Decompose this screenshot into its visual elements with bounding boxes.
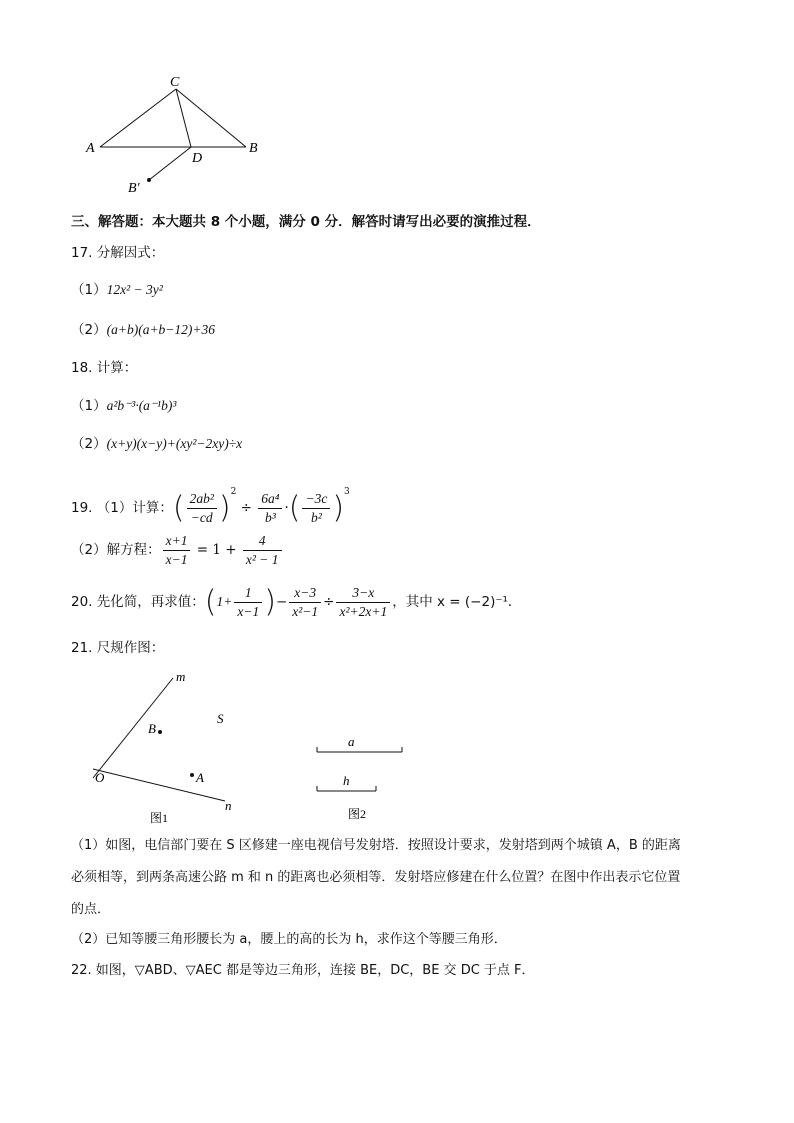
q20-minus: −	[275, 594, 288, 610]
q19-frac2-den: b³	[264, 510, 276, 525]
label-b-point: B	[148, 721, 156, 736]
q19-frac3-num: −3c	[302, 490, 330, 509]
label-n: n	[225, 798, 232, 813]
q20-a-num: 1	[234, 584, 262, 603]
q21-p1-line1: （1）如图，电信部门要在 S 区修建一座电视信号发射塔．按照设计要求，发射塔到两个城镇 A，B 的距离	[71, 838, 681, 853]
q19-eq-right-den: x² − 1	[245, 552, 279, 567]
q19-part1: 19. （1）计算：( $\frac{\text{2ab²}}{-cd}$ )$^2$ ÷ $\frac{\text{6a⁴}}{\text{b³}}$ ·( $\frac{-3c}{\text{b²}}$ )$^3$	[71, 487, 350, 526]
point-a	[190, 773, 194, 777]
label-m: m	[176, 669, 186, 684]
section-heading: 三、解答题：本大题共 8 个小题，满分 0 分．解答时请写出必要的演推过程．	[71, 214, 541, 230]
q19-part2	[71, 528, 284, 572]
q19-eq-right-num: 4	[243, 532, 282, 551]
line-n	[93, 769, 225, 801]
point-b	[158, 730, 162, 734]
segment-ac	[100, 89, 176, 147]
label-o: O	[95, 770, 105, 785]
q20-c-num: 3−x	[336, 584, 390, 603]
q18-p1-label: （1）	[71, 398, 107, 414]
label-b: B	[249, 141, 258, 156]
q19-frac1-num: 2ab²	[187, 490, 217, 509]
q19-frac2-num: 6a⁴	[258, 490, 282, 509]
label-d: D	[192, 151, 203, 166]
q21-figure-2	[310, 730, 410, 830]
q20-line: 20. 先化简，再求值：(1+ $\frac{1}{x-1}$ )− $\frac{x-3}{\text{x²−1}}$ ÷ $\frac{3-x}{\text{x²+2x+1}}$ ，其中 x = (−2)⁻¹．	[71, 584, 522, 620]
q18-p2-expr: (x+y)(x−y)+(xy²−2xy)÷x	[106, 436, 243, 451]
q17-p2-label: （2）	[71, 322, 107, 338]
q21-stem: 21. 尺规作图：	[71, 640, 165, 656]
q19-exp1: 2	[230, 487, 237, 497]
q19-op1: ÷	[240, 500, 252, 516]
q21-figure-1	[85, 665, 255, 830]
q21-p1-line3: 的点．	[71, 902, 111, 917]
q19-eq-mid: = 1 +	[196, 542, 237, 558]
point-b-prime	[147, 178, 151, 182]
label-h-length: h	[343, 773, 350, 788]
q19-exp3: 3	[344, 487, 350, 497]
q20-c-den: x²+2x+1	[339, 604, 388, 619]
q18-p2-label: （2）	[71, 436, 107, 452]
triangle-figure	[80, 70, 280, 195]
q21-p2: （2）已知等腰三角形腰长为 a，腰上的高的长为 h，求作这个等腰三角形．	[71, 932, 507, 947]
q18-p1-expr: a²b⁻³·(a⁻¹b)³	[106, 398, 177, 413]
segment-cb	[176, 89, 246, 147]
q19-frac1-den: −cd	[190, 510, 213, 525]
q20-b-num: x−3	[289, 584, 321, 603]
q20-stem: 20. 先化简，再求值：	[71, 594, 205, 610]
q18-stem: 18. 计算：	[71, 360, 138, 376]
q20-div: ÷	[323, 594, 335, 610]
q17-part1	[71, 280, 163, 300]
q17-p1-expr: 12x² − 3y²	[106, 282, 163, 297]
q19-eq-left-den: x−1	[165, 552, 188, 567]
q18-part2	[71, 434, 242, 454]
q20-b-den: x²−1	[292, 604, 319, 619]
q20-tail: ，其中 x = (−2)⁻¹．	[392, 594, 522, 610]
label-a: A	[86, 141, 95, 156]
q21-p1-line2: 必须相等，到两条高速公路 m 和 n 的距离也必须相等．发射塔应修建在什么位置？在图中作出表示它位置	[71, 870, 681, 885]
q19-op2: ·	[284, 500, 289, 516]
q19-eq-left-num: x+1	[163, 532, 191, 551]
q22-stem: 22. 如图，▽ABD、▽AEC 都是等边三角形，连接 BE，DC，BE 交 DC 于点 F．	[71, 963, 535, 978]
label-a-point: A	[196, 770, 204, 785]
label-a-length: a	[348, 734, 355, 749]
line-m	[93, 678, 173, 778]
fig2-caption: 图2	[348, 807, 367, 821]
q18-part1	[71, 396, 176, 416]
label-c: C	[170, 75, 180, 90]
q17-stem: 17. 分解因式：	[71, 245, 165, 261]
q17-p1-label: （1）	[71, 282, 107, 298]
segment-cd	[176, 89, 191, 147]
fig1-caption: 图1	[150, 811, 169, 825]
q20-a-den: x−1	[237, 604, 260, 619]
label-s-region: S	[217, 711, 224, 726]
q17-p2-expr: (a+b)(a+b−12)+36	[106, 322, 216, 337]
label-b-prime: B′	[128, 181, 140, 195]
q19-p2-label: （2）解方程：	[71, 542, 161, 558]
segment-db-prime	[149, 147, 191, 180]
q17-part2	[71, 320, 215, 340]
q19-stem: 19. （1）计算：	[71, 500, 173, 516]
q19-frac3-den: b²	[310, 510, 322, 525]
q20-a-pre: 1+	[216, 594, 233, 609]
